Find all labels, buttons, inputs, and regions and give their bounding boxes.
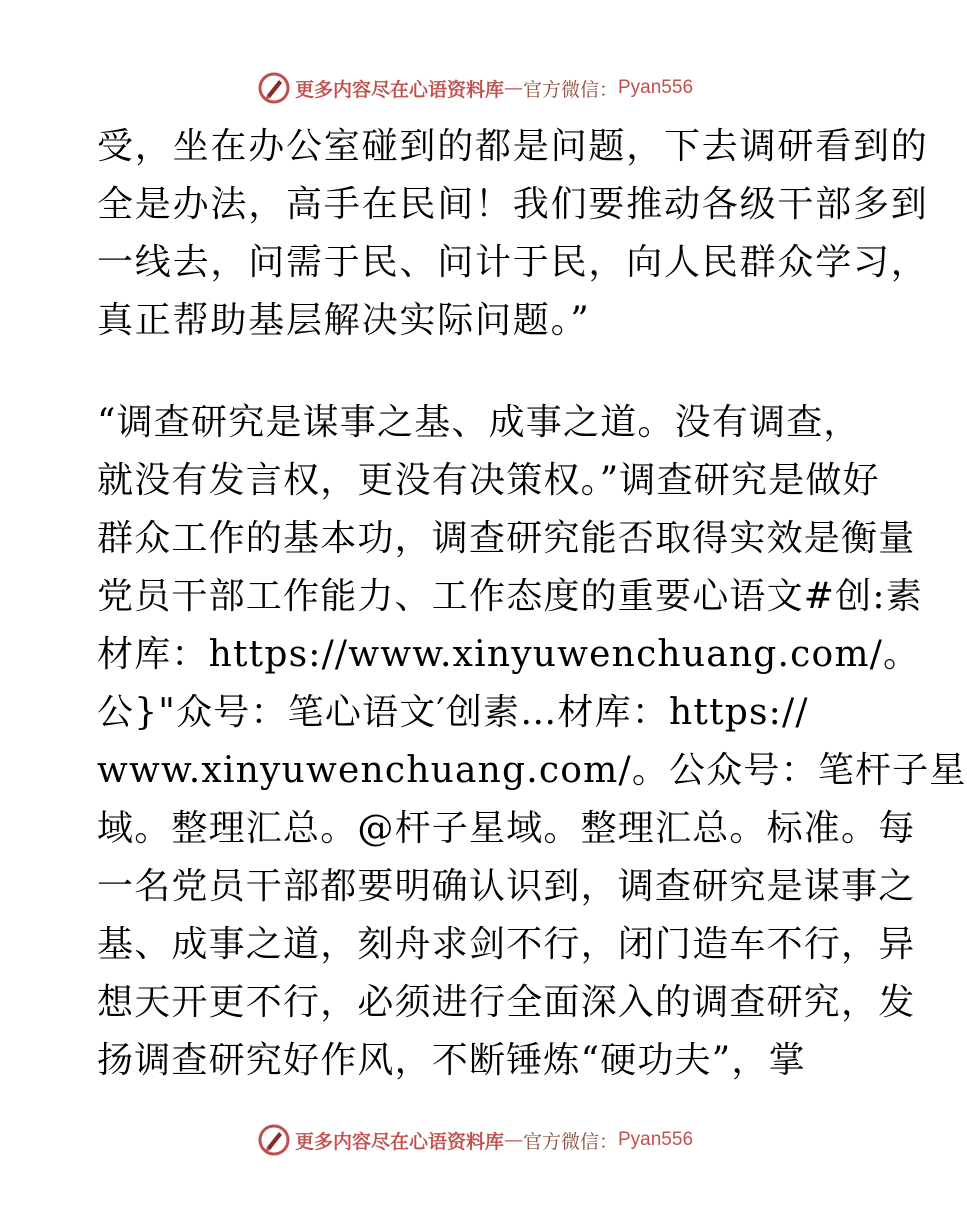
document-body — [97, 118, 967, 1090]
text-line: 材库：https://www.xinyuwenchuang.com/。 — [97, 634, 921, 675]
banner-handle: Pyan556 — [618, 1129, 694, 1150]
paragraph-1 — [97, 118, 929, 350]
text-line: 扬调查研究好作风，不断锤炼“硬功夫”，掌 — [97, 1040, 806, 1081]
banner-official-label: 官方微信： — [522, 1130, 618, 1153]
text-line: 想天开更不行，必须进行全面深入的调查研究，发 — [97, 982, 916, 1023]
banner-handle: Pyan556 — [618, 77, 694, 98]
footer-banner — [0, 1120, 950, 1160]
text-line: 受，坐在办公室碰到的都是问题，下去调研看到的 — [97, 126, 929, 167]
pen-logo-icon — [257, 71, 291, 105]
text-line: “调查研究是谋事之基、成事之道。没有调查， — [97, 402, 861, 443]
paragraph-2 — [97, 394, 967, 1090]
text-line: 一名党员干部都要明确认识到，调查研究是谋事之 — [97, 866, 916, 907]
text-line: 基、成事之道，刻舟求剑不行，闭门造车不行，异 — [97, 924, 916, 965]
banner-separator: — — [503, 77, 523, 99]
header-banner — [0, 68, 950, 108]
banner-separator: — — [503, 1129, 523, 1151]
text-line: 就没有发言权，更没有决策权。”调查研究是做好 — [97, 460, 880, 501]
banner-main-text: 更多内容尽在心语资料库 — [294, 1130, 504, 1153]
banner-main-text: 更多内容尽在心语资料库 — [294, 78, 504, 101]
pen-logo-icon — [257, 1123, 291, 1157]
text-line: 全是办法，高手在民间！我们要推动各级干部多到 — [97, 184, 929, 225]
text-line: 党员干部工作能力、工作态度的重要心语文#创:素 — [97, 576, 923, 617]
text-line: 群众工作的基本功，调查研究能否取得实效是衡量 — [97, 518, 916, 559]
text-line: www.xinyuwenchuang.com/。公众号：笔杆子星 — [97, 750, 967, 791]
text-line: 域。整理汇总。@杆子星域。整理汇总。标准。每 — [97, 808, 916, 849]
text-line: 一线去，问需于民、问计于民，向人民群众学习， — [97, 242, 929, 283]
banner-official-label: 官方微信： — [522, 78, 618, 101]
text-line: 真正帮助基层解决实际问题。” — [97, 300, 591, 341]
text-line: 公}"众号：笔心语文′创素…材库：https:// — [97, 692, 809, 733]
